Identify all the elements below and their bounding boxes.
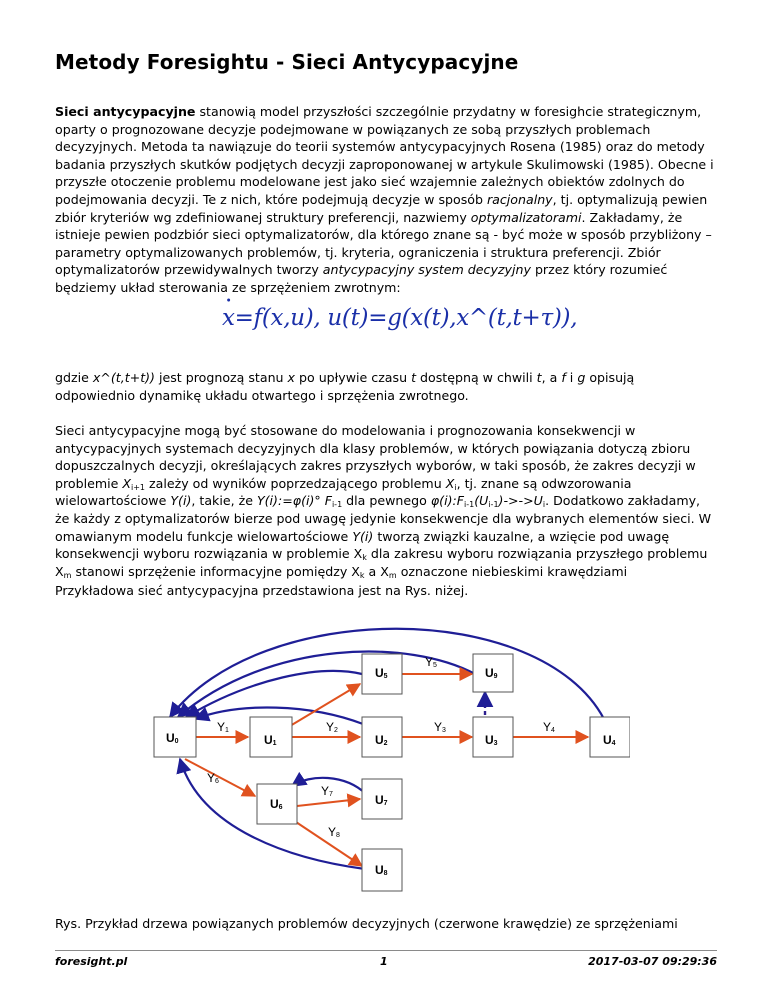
document-title: Metody Foresightu - Sieci Antycypacyjne bbox=[55, 50, 519, 74]
math-subscript: i+1 bbox=[131, 482, 146, 492]
footer-divider bbox=[55, 950, 717, 951]
math-subscript: m bbox=[63, 570, 72, 580]
math-var: X bbox=[122, 475, 131, 491]
text-run: jest prognozą stanu bbox=[154, 370, 288, 385]
node-u0: U0 bbox=[166, 731, 179, 745]
node-u1: U1 bbox=[264, 733, 277, 747]
node-u2: U2 bbox=[375, 733, 388, 747]
text-run: stanowi sprzężenie informacyjne pomiędzy X bbox=[71, 563, 360, 579]
text-run: i bbox=[565, 370, 578, 385]
edge-label-y6: Y6 bbox=[207, 771, 219, 785]
text-run: dla zakresu wyboru rozwiązania przyszłego problemu X bbox=[55, 546, 708, 579]
term-antycypacyjny-system: antycypacyjny system decyzyjny bbox=[322, 262, 531, 278]
math-var: X bbox=[445, 475, 455, 491]
text-run: Sieci antycypacyjne mogą być stosowane do modelowania i prognozowania konsekwencji w antycypacyjnych systemach decyzyjnych dla klasy problemów, w których powiązania dotyczą zbioru dopuszczalnych decyzji, określających zakres przyszłych wyborów, w taki sposób, że zakres decyzji w problemie bbox=[55, 423, 696, 491]
edge-label-y1: Y1 bbox=[217, 720, 229, 734]
formula-rest: =f(x,u), u(t)=g(x(t),x^(t,t+τ)), bbox=[234, 305, 578, 331]
edge-label-y7: Y7 bbox=[321, 784, 333, 798]
footer-site: foresight.pl bbox=[55, 955, 128, 968]
math-var: g bbox=[577, 370, 586, 385]
decision-edges bbox=[185, 674, 588, 866]
edge-label-y8: Y8 bbox=[328, 825, 340, 839]
formula-x-dot: · x bbox=[222, 305, 235, 331]
text-run: oznaczone niebieskimi krawędziami bbox=[396, 563, 628, 579]
footer-timestamp: 2017-03-07 09:29:36 bbox=[588, 955, 717, 968]
math-subscript: i-1 bbox=[331, 500, 343, 510]
math-expression: Y(i):=φ(i)° F bbox=[256, 493, 332, 509]
math-expression: )->->U bbox=[498, 493, 543, 509]
text-run: , tj. optymalizują pewien zbiór kryteriów wg zdefiniowanej struktury preferencji, nazwiemy bbox=[55, 191, 708, 225]
text-run: zależy od wyników poprzedzającego problemu bbox=[145, 475, 446, 491]
math-subscript: i-1 bbox=[463, 500, 475, 510]
math-subscript: i-1 bbox=[488, 500, 499, 510]
node-u5: U5 bbox=[375, 666, 388, 680]
text-run: po upływie czasu bbox=[295, 370, 412, 385]
text-run: przez który rozumieć będziemy układ sterowania ze sprzężeniem zwrotnym: bbox=[55, 262, 668, 295]
figure-caption: Rys. Przykład drzewa powiązanych problemów decyzyjnych (czerwone krawędzie) ze sprzężeniami bbox=[55, 916, 678, 931]
text-run: . Zakładamy, że istnieje pewien podzbiór sieci optymalizatorów, dla którego znane są - być może w sposób przybliżony – parametry optymalizowanych problemów, tj. kryteria, ograniczenia i struktura preferencji. Zbiór optymalizatorów przewidywalnych tworzy bbox=[55, 209, 712, 278]
node-u4: U4 bbox=[603, 733, 616, 747]
math-var: Y(i) bbox=[352, 528, 374, 544]
feedback-formula bbox=[222, 305, 577, 331]
math-var: Y(i) bbox=[170, 493, 192, 509]
anticipatory-network-diagram bbox=[140, 624, 630, 896]
math-var: x bbox=[287, 370, 295, 385]
math-subscript: m bbox=[388, 570, 397, 580]
math-subscript: i bbox=[454, 482, 457, 492]
paragraph-applications bbox=[55, 422, 717, 580]
footer-page-number: 1 bbox=[380, 955, 388, 968]
math-subscript: i bbox=[542, 500, 546, 510]
text-run: dostępną w chwili bbox=[416, 370, 537, 385]
edge-label-y4: Y4 bbox=[543, 720, 555, 734]
math-var: t bbox=[411, 370, 417, 385]
text-run: . Dodatkowo zakładamy, że każdy z optymalizatorów bierze pod uwagę jedynie konsekwencje dla wybranych elementów sieci. W omawianym modelu funkcje wielowartościowe bbox=[55, 493, 712, 544]
text-run: stanowią model przyszłości szczególnie przydatny w foresighcie strategicznym, oparty o prognozowane decyzje podejmowane w powiązanych ze sobą przyszłych problemach decyzyjnych. Metoda ta nawiązuje do teorii systemów antycypacyjnych Rosena (1985) oraz do metody badania przyszłych skutków podjętych decyzji zaproponowanej w artykule Skulimowski (1985). Obecne i przyszłe otoczenie problemu modelowane jest jako sieć wzajemnie zależnych obiektów zdolnych do podejmowania decyzji. Te z nich, które podejmują decyzje w sposób bbox=[55, 104, 714, 207]
node-u6: U6 bbox=[270, 797, 283, 811]
text-run: a X bbox=[364, 563, 389, 579]
node-u7: U7 bbox=[375, 793, 388, 807]
text-run: , takie, że bbox=[191, 493, 257, 509]
math-expression: φ(i):F bbox=[430, 493, 464, 509]
paragraph-figure-intro: Przykładowa sieć antycypacyjna przedstawiona jest na Rys. niżej. bbox=[55, 583, 469, 598]
term-sieci-antycypacyjne: Sieci antycypacyjne bbox=[55, 104, 196, 119]
text-run: opisują odpowiednio dynamikę układu otwartego i sprzężenia zwrotnego. bbox=[55, 370, 635, 403]
text-run: gdzie bbox=[55, 370, 93, 385]
edge-u6-u7 bbox=[297, 799, 360, 806]
edge-label-y3: Y3 bbox=[434, 720, 446, 734]
term-racjonalny: racjonalny bbox=[486, 191, 553, 207]
node-u8: U8 bbox=[375, 863, 388, 877]
edge-label-y2: Y2 bbox=[326, 720, 338, 734]
text-run: , tj. znane są odwzorowania wielowartościowe bbox=[55, 475, 632, 509]
node-box-u0 bbox=[154, 717, 196, 757]
paragraph-formula-explanation bbox=[55, 369, 717, 404]
text-run: tworzą związki kauzalne, a wzięcie pod uwagę konsekwencji wyboru rozwiązania w problemie X bbox=[55, 528, 670, 562]
math-expression: (U bbox=[474, 493, 489, 509]
edge-label-y5: Y5 bbox=[425, 655, 437, 669]
math-var: t bbox=[536, 370, 542, 385]
paragraph-intro bbox=[55, 103, 717, 297]
text-run: dla pewnego bbox=[342, 493, 431, 509]
text-run: , a bbox=[541, 370, 562, 385]
math-subscript: k bbox=[362, 553, 367, 563]
node-u3: U3 bbox=[485, 733, 498, 747]
math-forecast: x^(t,t+t)) bbox=[92, 370, 155, 385]
term-optymalizatorami: optymalizatorami bbox=[470, 209, 582, 225]
node-u9: U9 bbox=[485, 666, 498, 680]
math-var: f bbox=[561, 370, 566, 385]
math-subscript: k bbox=[359, 570, 365, 580]
